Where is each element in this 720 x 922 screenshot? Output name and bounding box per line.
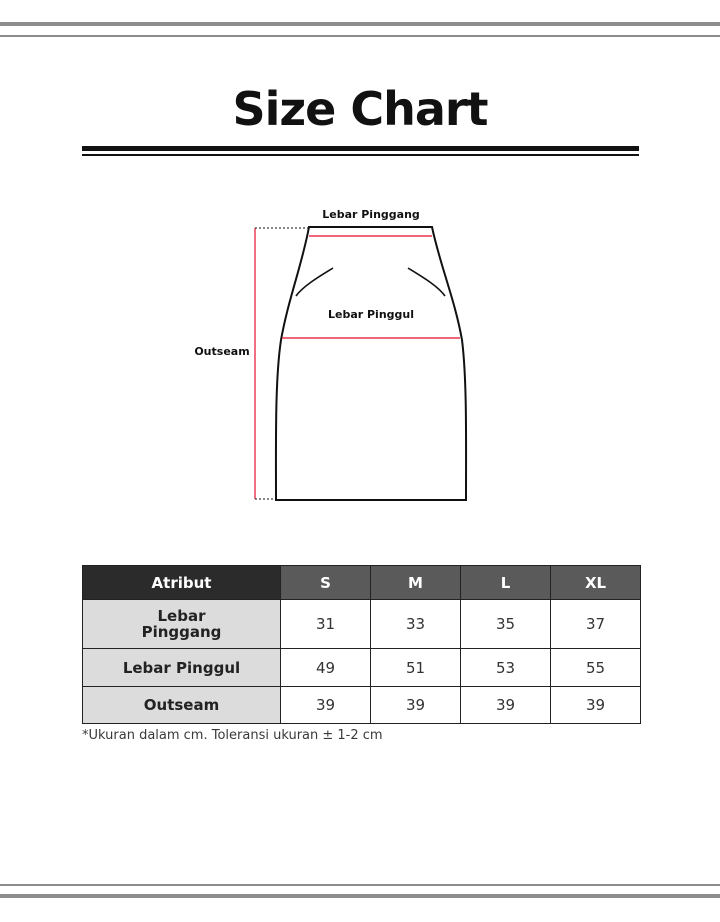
page-title: Size Chart [232, 82, 488, 136]
table-header-row [83, 566, 641, 600]
table-row [83, 600, 641, 649]
header-size-l: L [461, 566, 551, 600]
table-cell: 39 [551, 687, 641, 724]
table-cell: 39 [281, 687, 371, 724]
table-row [83, 649, 641, 687]
tolerance-note: *Ukuran dalam cm. Toleransi ukuran ± 1-2 cm [82, 728, 383, 743]
table-cell: 35 [461, 600, 551, 649]
header-size-xl: XL [551, 566, 641, 600]
table-cell: 31 [281, 600, 371, 649]
waist-label: Lebar Pinggang [322, 208, 420, 221]
row-label-hip: Lebar Pinggul [83, 649, 281, 687]
table-cell: 53 [461, 649, 551, 687]
table-cell: 37 [551, 600, 641, 649]
table-cell: 39 [371, 687, 461, 724]
left-pocket [296, 268, 333, 296]
table-cell: 33 [371, 600, 461, 649]
header-size-m: M [371, 566, 461, 600]
right-pocket [408, 268, 445, 296]
table-cell: 39 [461, 687, 551, 724]
hip-label: Lebar Pinggul [327, 308, 415, 321]
row-label-line2: Pinggang [141, 623, 222, 641]
bottom-border-inner [0, 884, 720, 886]
skirt-outline [276, 227, 466, 500]
row-label-line1: Lebar [157, 607, 206, 625]
table-cell: 49 [281, 649, 371, 687]
header-size-s: S [281, 566, 371, 600]
row-label-outseam: Outseam [83, 687, 281, 724]
table-cell: 51 [371, 649, 461, 687]
size-table [82, 565, 641, 724]
table-row [83, 687, 641, 724]
table-cell: 55 [551, 649, 641, 687]
header-attribute: Atribut [83, 566, 281, 600]
outseam-label: Outseam [194, 345, 250, 358]
row-label-waist [83, 600, 281, 649]
bottom-border-outer [0, 894, 720, 898]
